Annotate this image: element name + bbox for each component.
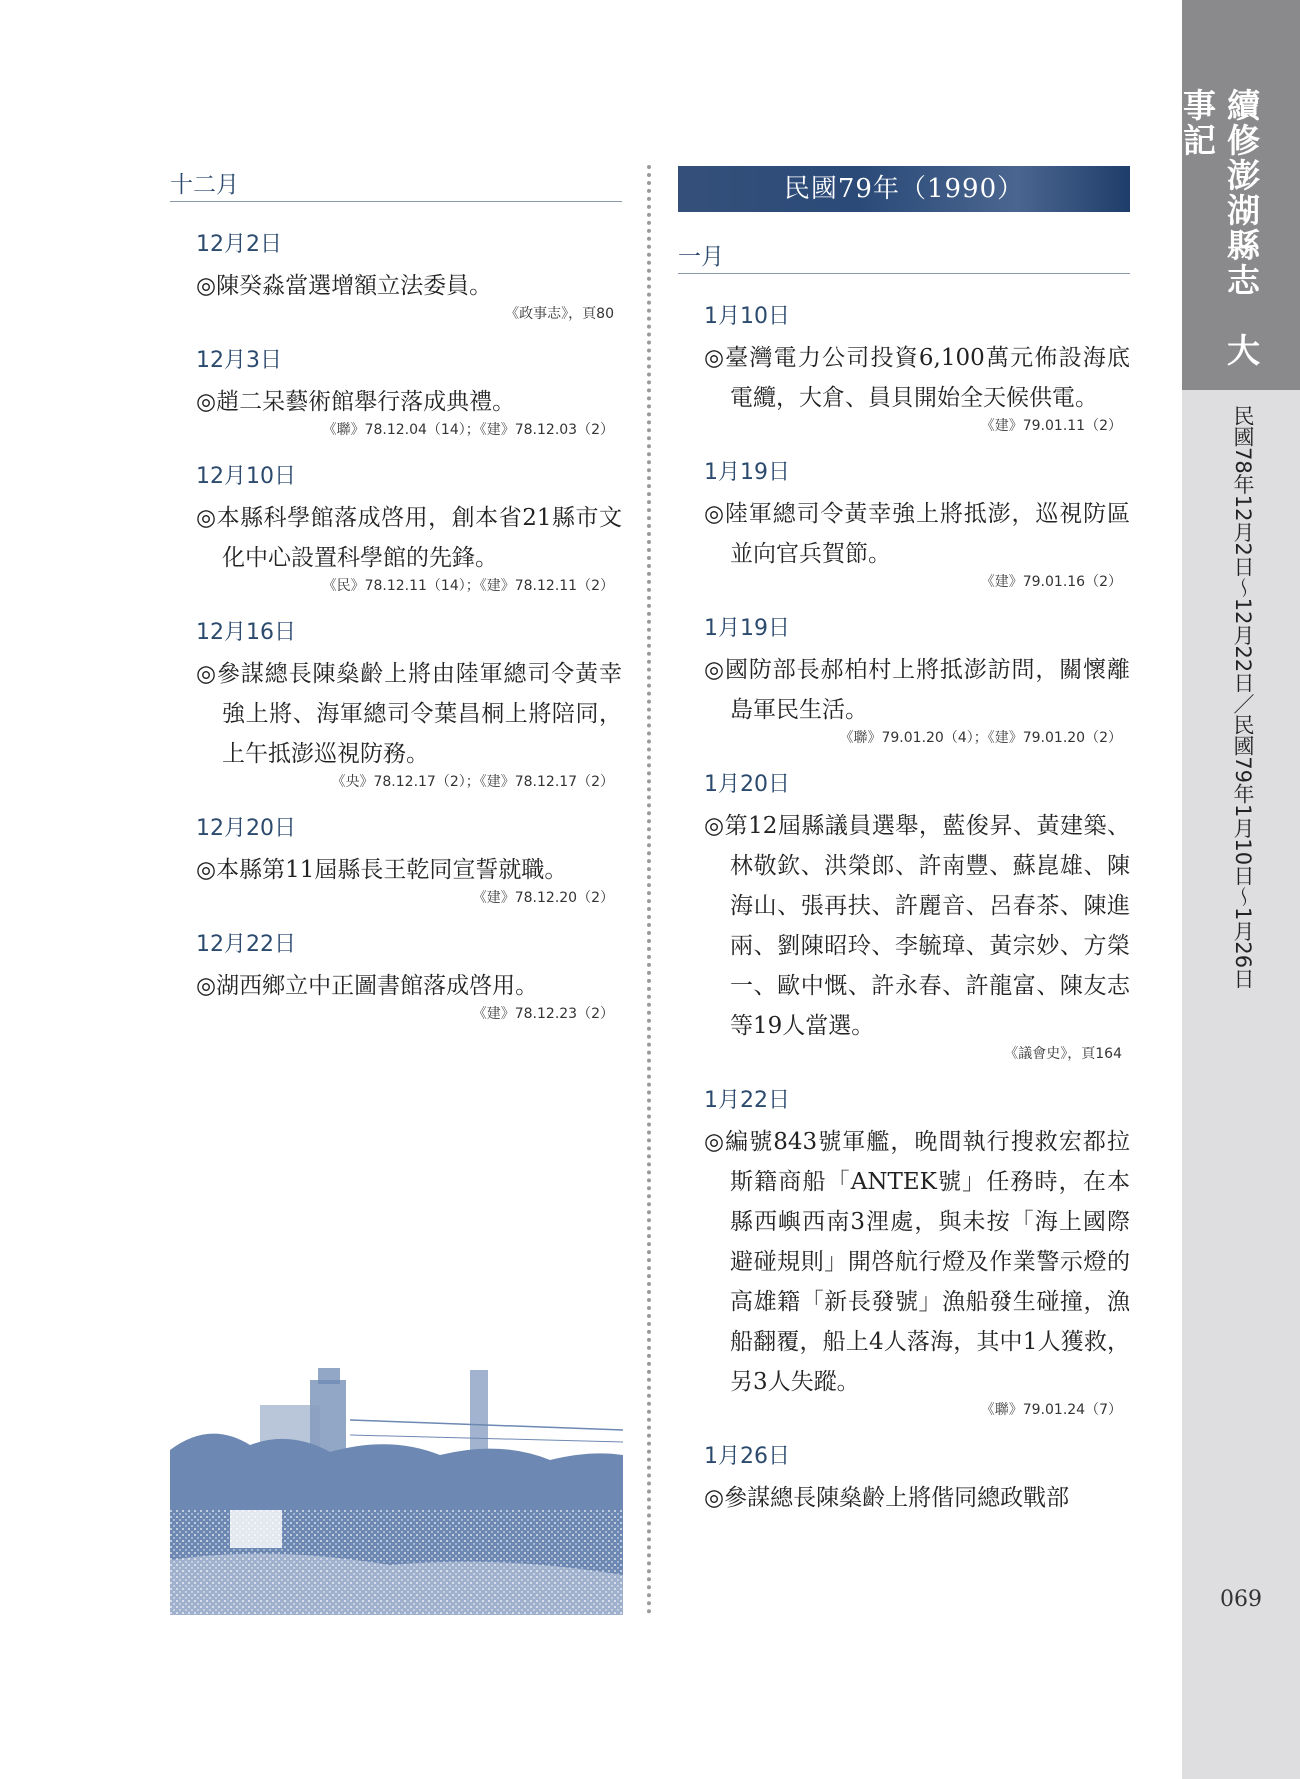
entry-text: ◎湖西鄉立中正圖書館落成啓用。 bbox=[196, 973, 539, 999]
entry bbox=[196, 930, 622, 1024]
entry-source: 《議會史》，頁164 bbox=[1004, 1046, 1122, 1062]
entry bbox=[704, 302, 1130, 436]
entry-text: ◎本縣第11屆縣長王乾同宣誓就職。 bbox=[196, 857, 568, 883]
entry-source: 《建》79.01.11（2） bbox=[980, 418, 1122, 434]
entry bbox=[196, 814, 622, 908]
entry-date: 12月2日 bbox=[196, 232, 282, 257]
library-photo-image bbox=[170, 1360, 623, 1615]
entry-date: 1月26日 bbox=[704, 1444, 790, 1469]
library-photo bbox=[170, 1360, 623, 1615]
book-title: 續修澎湖縣志 大事記 bbox=[1178, 88, 1261, 368]
entry-source: 《央》78.12.17（2）；《建》78.12.17（2） bbox=[331, 774, 614, 790]
entry-source: 《聯》79.01.20（4）；《建》79.01.20（2） bbox=[839, 730, 1122, 746]
entry bbox=[704, 1442, 1130, 1518]
entry-source: 《建》78.12.23（2） bbox=[472, 1006, 614, 1022]
year-banner: 民國79年（1990） bbox=[678, 166, 1130, 212]
entry-text: ◎第12屆縣議員選舉，藍俊昇、黃建築、林敬欽、洪榮郎、許南豐、蘇崑雄、陳海山、張再扶、許麗音、呂春茶、陳進兩、劉陳昭玲、李毓璋、黃宗妙、方榮一、歐中慨、許永春、許龍富、陳友志等19人當選。 bbox=[704, 813, 1130, 1039]
entry-date: 1月10日 bbox=[704, 304, 790, 329]
entry-text: ◎國防部長郝柏村上將抵澎訪問，關懷離島軍民生活。 bbox=[704, 657, 1130, 723]
month-header: 一月 bbox=[678, 238, 1130, 274]
entry-source: 《聯》79.01.24（7） bbox=[980, 1402, 1122, 1418]
entry-source: 《民》78.12.11（14）；《建》78.12.11（2） bbox=[322, 578, 614, 594]
sidebar-title-block bbox=[1178, 0, 1300, 390]
entry bbox=[196, 618, 622, 792]
entry bbox=[196, 230, 622, 324]
entry-date: 12月10日 bbox=[196, 464, 296, 489]
left-column bbox=[170, 166, 622, 1046]
right-entries bbox=[678, 302, 1130, 1518]
entry-date: 12月16日 bbox=[196, 620, 296, 645]
entry bbox=[704, 770, 1130, 1064]
entry-text: ◎參謀總長陳燊齡上將偕同總政戰部 bbox=[704, 1485, 1070, 1511]
entry-date: 1月20日 bbox=[704, 772, 790, 797]
entry-text: ◎本縣科學館落成啓用，創本省21縣市文化中心設置科學館的先鋒。 bbox=[196, 505, 622, 571]
entry bbox=[704, 1086, 1130, 1420]
entry-source: 《建》79.01.16（2） bbox=[980, 574, 1122, 590]
entry-date: 1月19日 bbox=[704, 460, 790, 485]
entry-text: ◎編號843號軍艦，晚間執行搜救宏都拉斯籍商船「ANTEK號」任務時，在本縣西嶼西南3浬處，與未按「海上國際避碰規則」開啓航行燈及作業警示燈的高雄籍「新長發號」漁船發生碰撞，漁船翻覆，船上4人落海，其中1人獲救，另3人失蹤。 bbox=[704, 1129, 1130, 1395]
sidebar bbox=[1178, 0, 1300, 1779]
page-number: 069 bbox=[1220, 1587, 1262, 1612]
entry-date: 12月20日 bbox=[196, 816, 296, 841]
entry-date: 12月22日 bbox=[196, 932, 296, 957]
entry-text: ◎陸軍總司令黃幸強上將抵澎，巡視防區並向官兵賀節。 bbox=[704, 501, 1130, 567]
entry-source: 《政事志》，頁80 bbox=[505, 306, 614, 322]
entry-date: 1月22日 bbox=[704, 1088, 790, 1113]
entry-text: ◎趙二呆藝術館舉行落成典禮。 bbox=[196, 389, 516, 415]
entry bbox=[196, 462, 622, 596]
entry bbox=[196, 346, 622, 440]
entry bbox=[704, 458, 1130, 592]
month-header: 十二月 bbox=[170, 166, 622, 202]
entry-text: ◎臺灣電力公司投資6,100萬元佈設海底電纜，大倉、員貝開始全天候供電。 bbox=[704, 345, 1130, 411]
entry-date: 1月19日 bbox=[704, 616, 790, 641]
entry-source: 《聯》78.12.04（14）；《建》78.12.03（2） bbox=[322, 422, 614, 438]
entry-date: 12月3日 bbox=[196, 348, 282, 373]
entry-source: 《建》78.12.20（2） bbox=[472, 890, 614, 906]
entry-text: ◎陳癸淼當選增額立法委員。 bbox=[196, 273, 493, 299]
column-divider bbox=[647, 165, 651, 1615]
date-range: 民國78年12月2日～12月22日／民國79年1月10日～1月26日 bbox=[1231, 405, 1255, 990]
right-column bbox=[678, 166, 1130, 1540]
entry-text: ◎參謀總長陳燊齡上將由陸軍總司令黃幸強上將、海軍總司令葉昌桐上將陪同，上午抵澎巡視防務。 bbox=[196, 661, 622, 767]
left-entries bbox=[170, 230, 622, 1024]
entry bbox=[704, 614, 1130, 748]
